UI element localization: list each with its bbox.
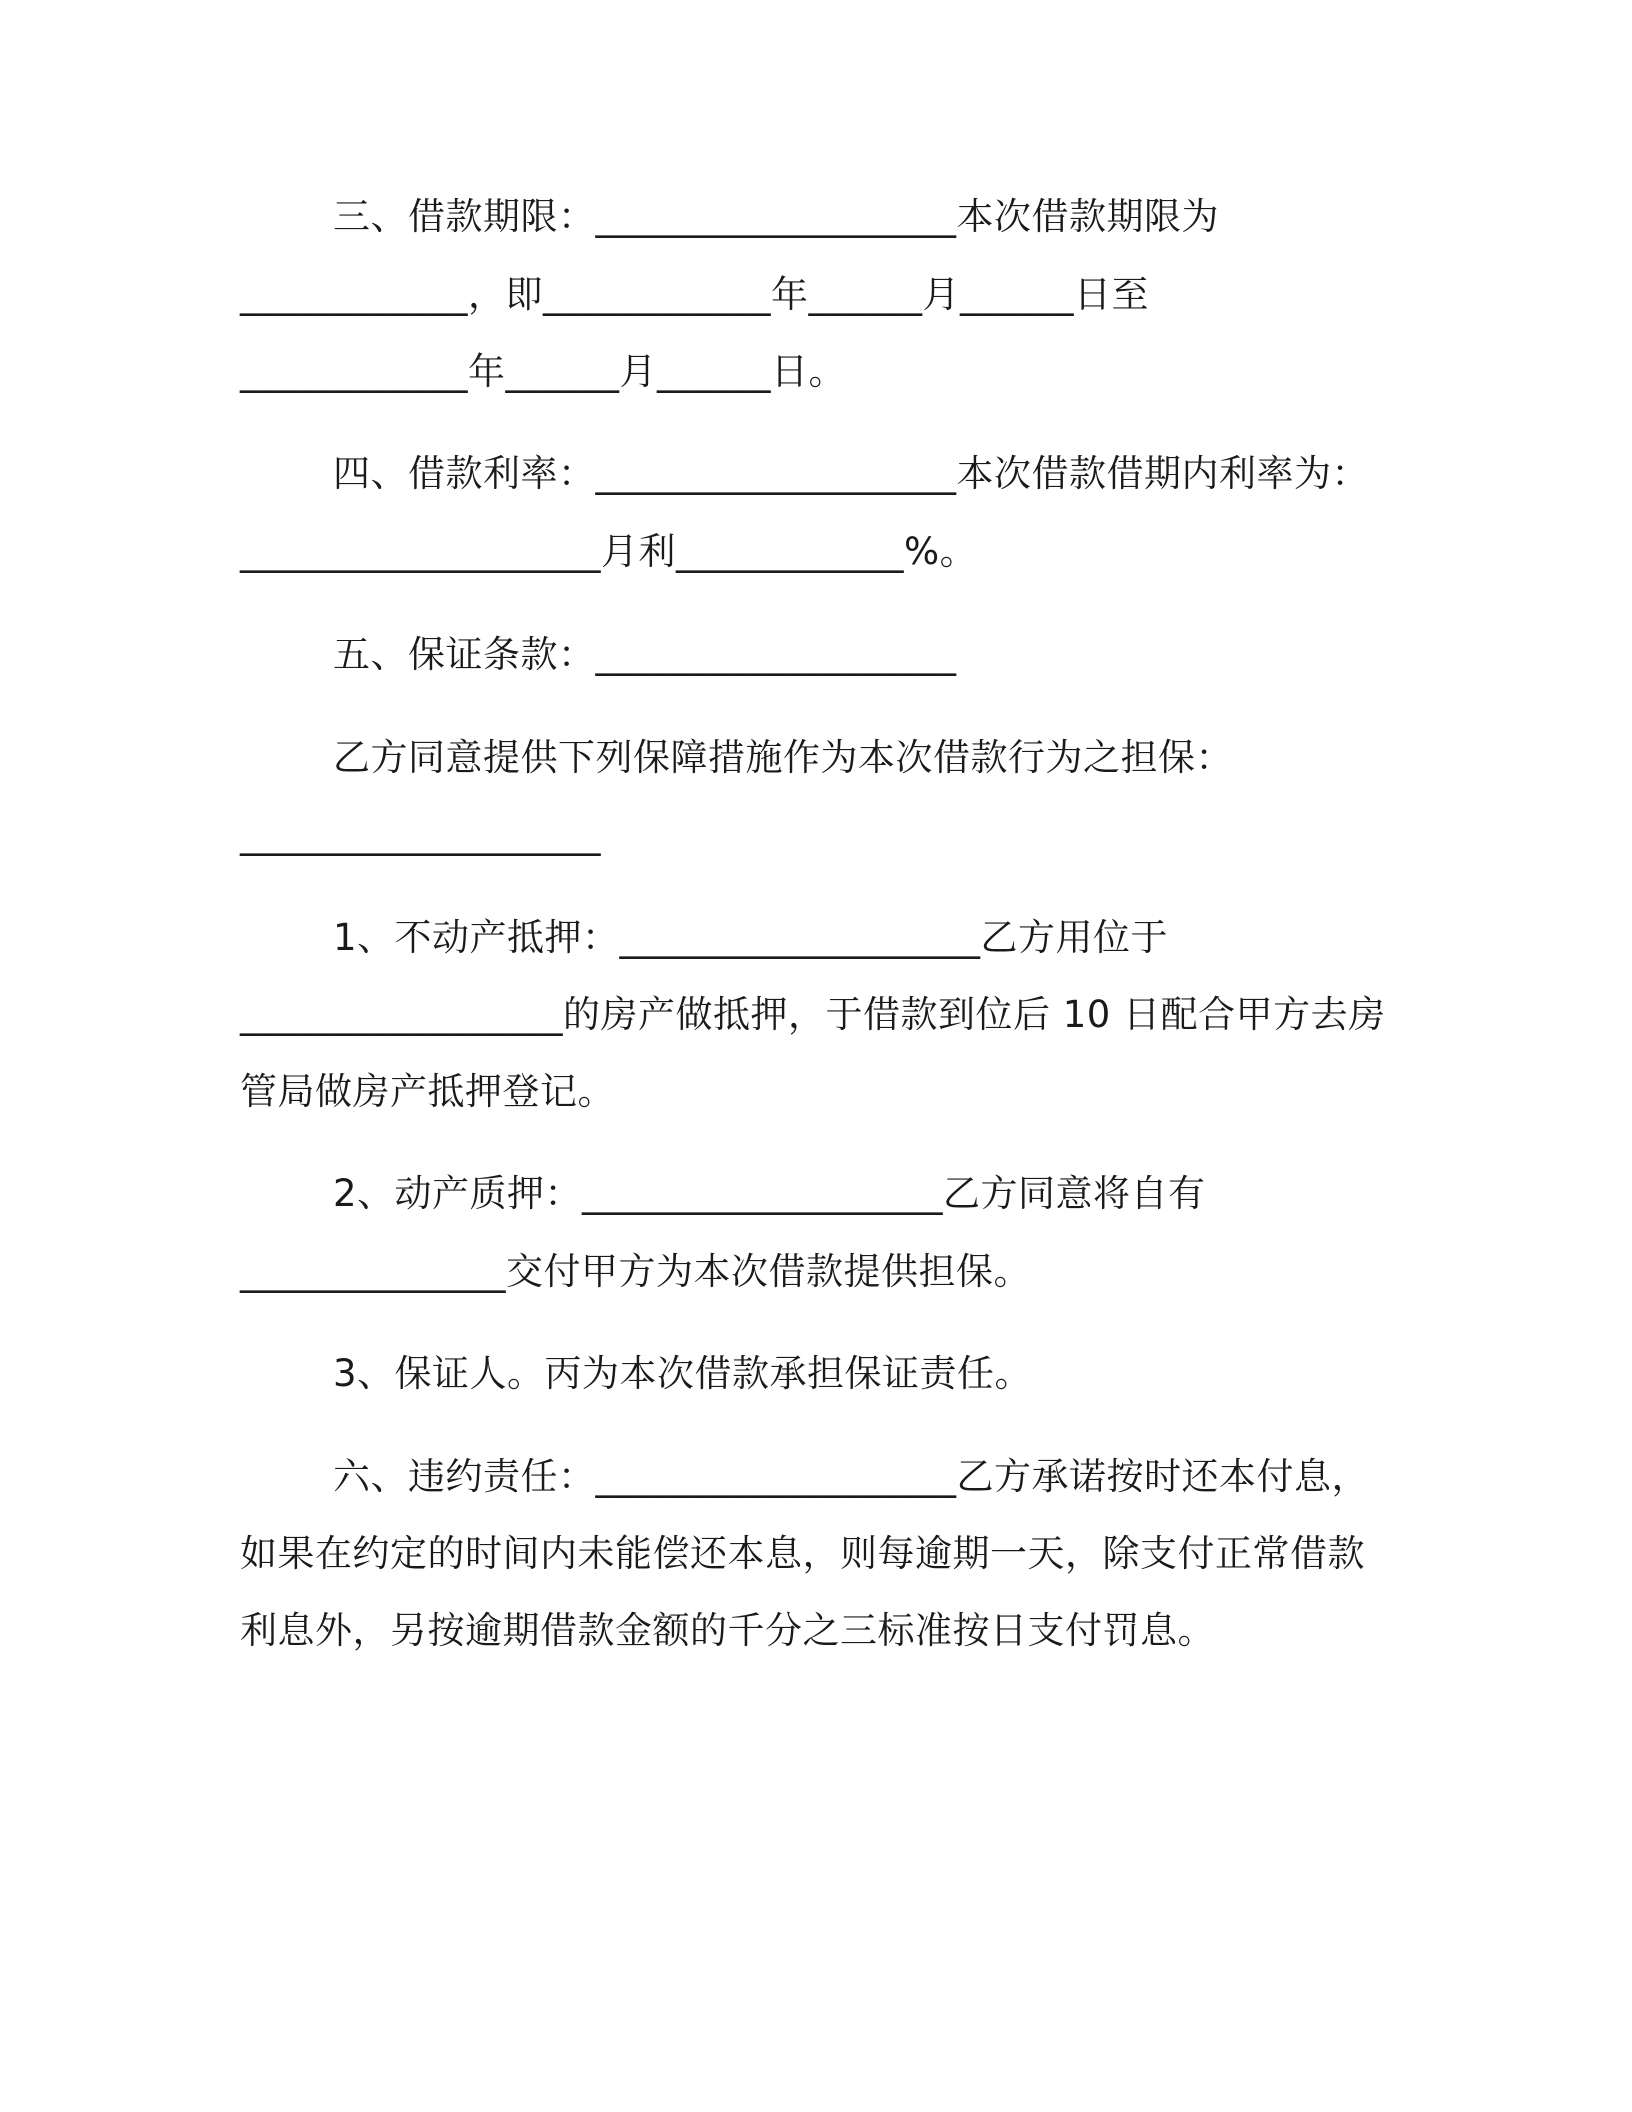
clause-3-loan-term-dates-line-1: ____________，即____________年______月______日至	[240, 273, 1149, 316]
clause-4-interest-rate-heading: 四、借款利率：___________________本次借款借期内利率为：	[333, 452, 1369, 495]
clause-3-loan-term-heading: 三、借款期限：___________________本次借款期限为	[333, 195, 1219, 238]
guarantee-intro-paragraph: 乙方同意提供下列保障措施作为本次借款行为之担保：	[333, 736, 1233, 779]
clause-6-liability-line-3: 利息外，另按逾期借款金额的千分之三标准按日支付罚息。	[240, 1609, 1215, 1652]
clause-4-monthly-rate-line: ___________________月利____________%。	[240, 530, 978, 573]
item-1-real-estate-mortgage-line-2: _________________的房产做抵押，于借款到位后 10 日配合甲方去房	[240, 993, 1386, 1036]
clause-6-liability-line-2: 如果在约定的时间内未能偿还本息，则每逾期一天，除支付正常借款	[240, 1532, 1365, 1575]
clause-6-liability-heading: 六、违约责任：___________________乙方承诺按时还本付息，	[333, 1455, 1369, 1498]
guarantee-blank-line: ___________________	[240, 813, 601, 856]
item-2-movable-pledge-heading: 2、动产质押：___________________乙方同意将自有	[333, 1172, 1206, 1215]
clause-3-loan-term-dates-line-2: ____________年______月______日。	[240, 350, 846, 393]
clause-5-guarantee-heading: 五、保证条款：___________________	[333, 633, 957, 676]
item-1-real-estate-mortgage-line-3: 管局做房产抵押登记。	[240, 1070, 615, 1113]
item-3-guarantor-paragraph: 3、保证人。丙为本次借款承担保证责任。	[333, 1352, 1033, 1395]
item-2-movable-pledge-line-2: ______________交付甲方为本次借款提供担保。	[240, 1250, 1031, 1293]
item-1-real-estate-mortgage-heading: 1、不动产抵押：___________________乙方用位于	[333, 916, 1169, 959]
